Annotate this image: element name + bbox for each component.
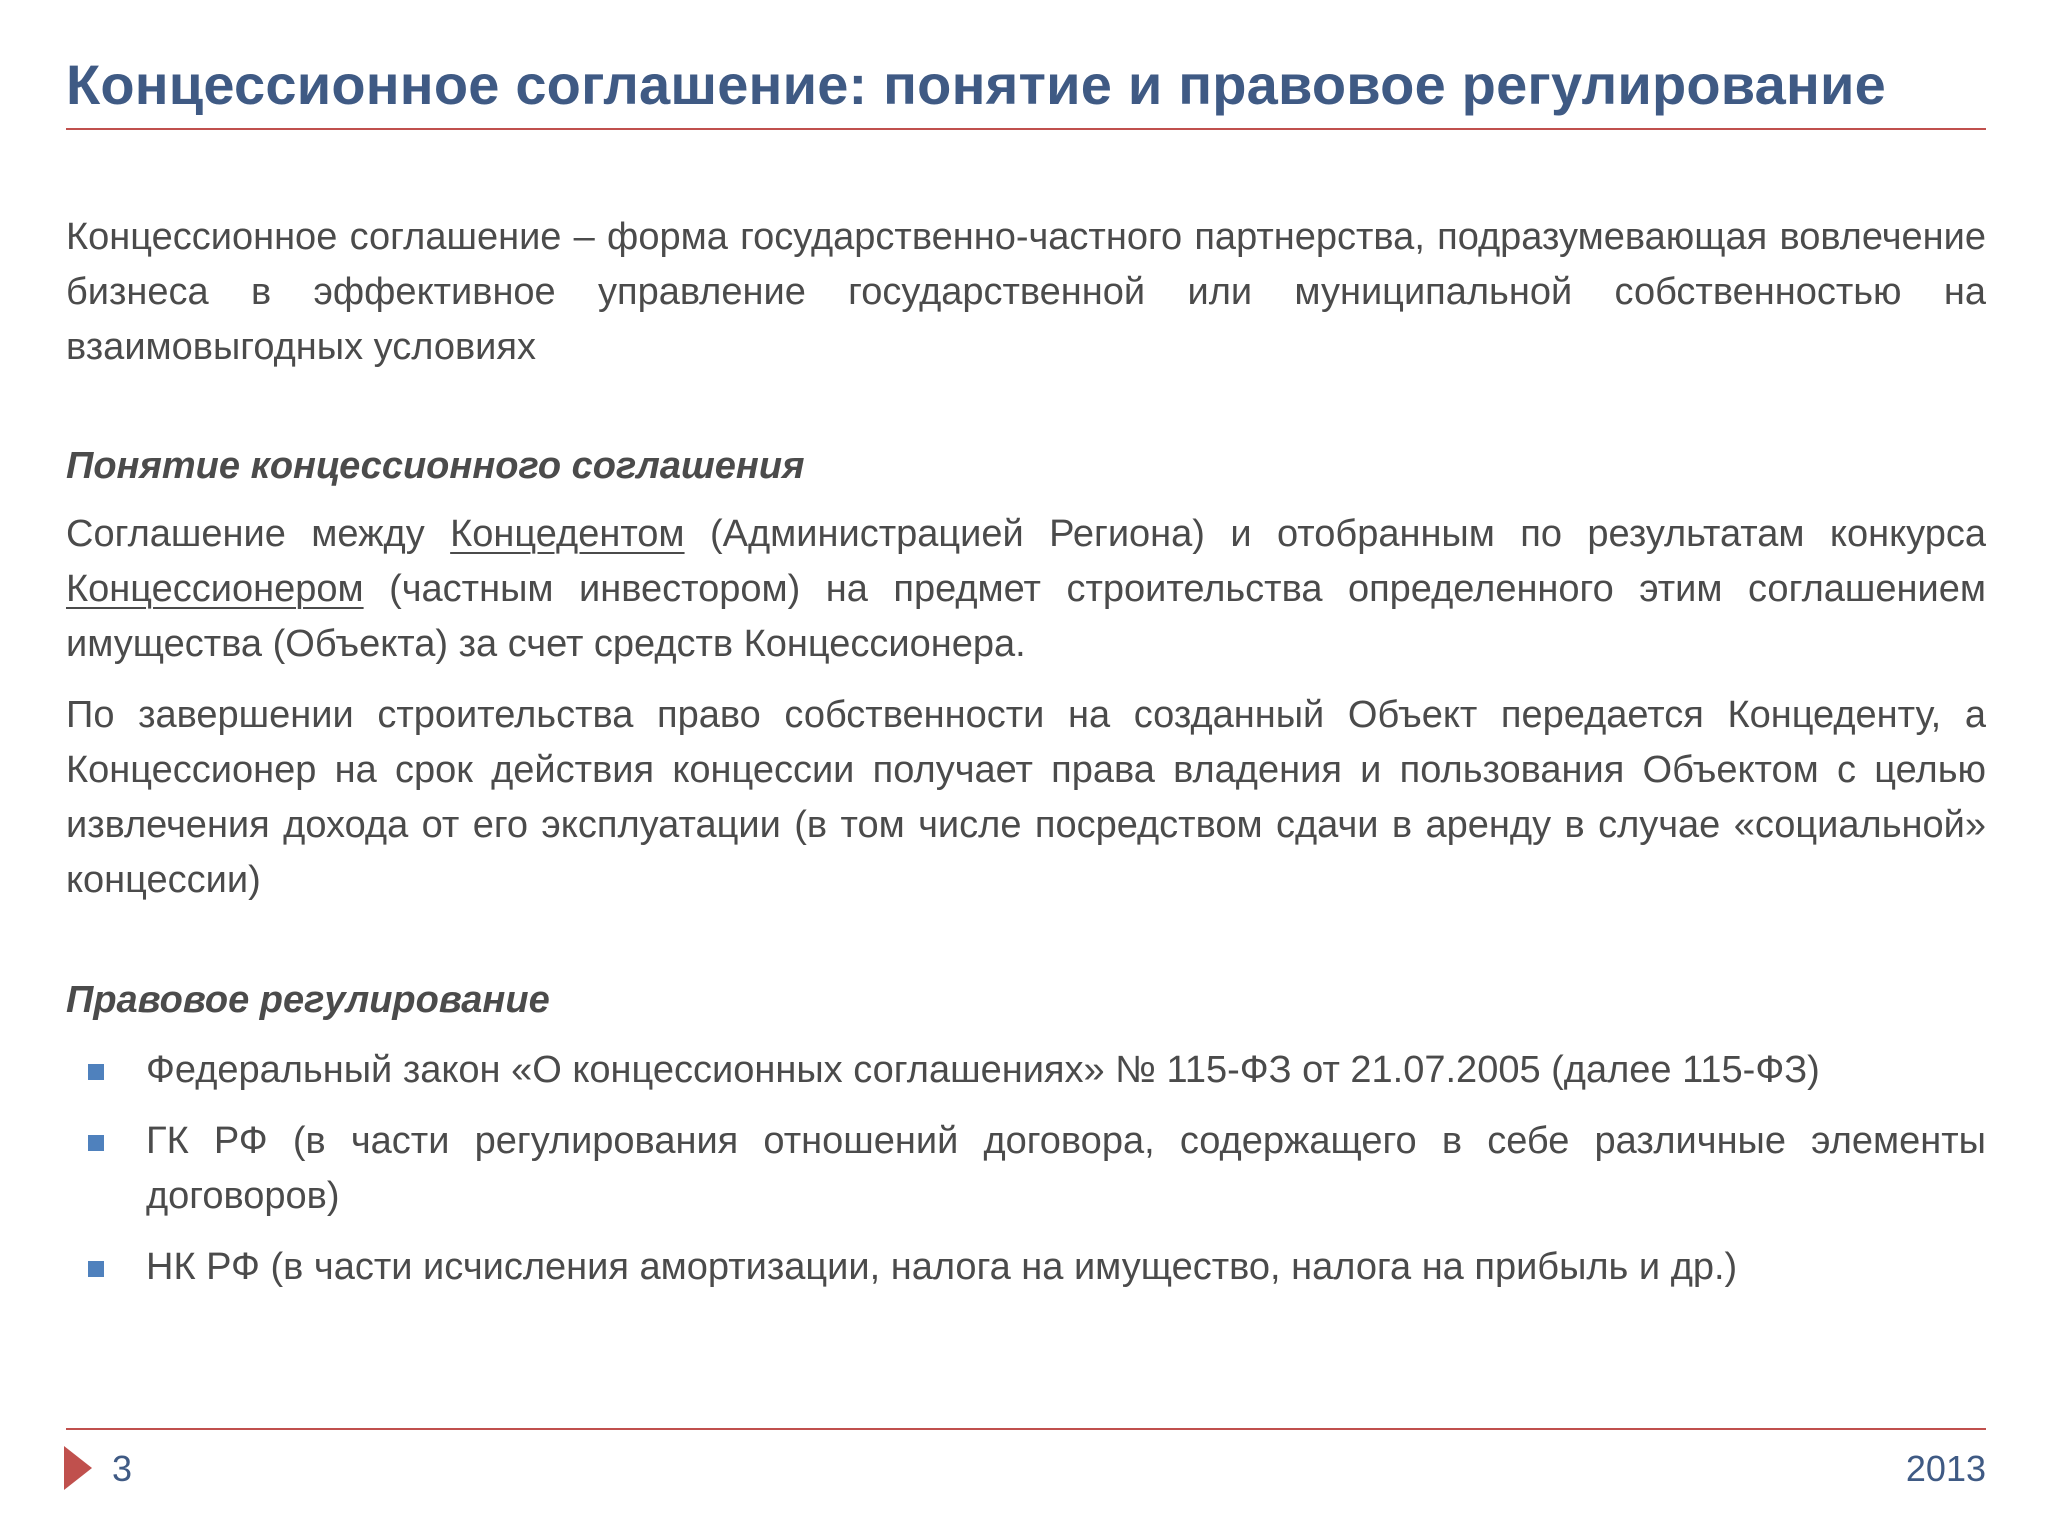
footer-year: 2013	[1905, 1448, 1986, 1489]
triangle-arrow-icon	[64, 1446, 92, 1490]
list-item-text: Федеральный закон «О концессионных соглашениях» № 115-ФЗ от 21.07.2005 (далее 115-ФЗ)	[146, 1049, 1820, 1091]
list-item-text: НК РФ (в части исчисления амортизации, налога на имущество, налога на прибыль и др.)	[146, 1246, 1738, 1288]
list-item	[66, 1240, 1986, 1295]
list-item-text: ГК РФ (в части регулирования отношений договора, содержащего в себе различные элементы договоров)	[146, 1120, 1986, 1217]
title-divider	[66, 128, 1986, 130]
slide-title: Концессионное соглашение: понятие и правовое регулирование	[66, 53, 1887, 116]
section-heading-legal: Правовое регулирование	[66, 979, 550, 1021]
concept-paragraph-1	[66, 507, 1986, 672]
square-bullet-icon	[88, 1064, 104, 1080]
section-heading-concept: Понятие концессионного соглашения	[66, 445, 805, 487]
concedent-term: Концедентом	[450, 513, 685, 555]
list-item	[66, 1114, 1986, 1224]
square-bullet-icon	[88, 1261, 104, 1277]
concessionaire-term: Концессионером	[66, 568, 364, 610]
page-number: 3	[112, 1448, 133, 1489]
legal-list	[66, 1043, 1986, 1295]
intro-paragraph: Концессионное соглашение – форма государственно-частного партнерства, подразумевающая вовлечение бизнеса в эффективное управление государственной или муниципальной собственностью на взаимовыгодных условиях	[66, 216, 1986, 368]
list-item	[66, 1043, 1986, 1098]
concept-text-part-2: (Администрацией Региона) и отобранным по результатам конкурса	[684, 513, 1986, 555]
concept-paragraph-2: По завершении строительства право собственности на созданный Объект передается Концеденту, а Концессионер на срок действия концессии получает права владения и пользования Объектом с целью извлечения дохода от его эксплуатации (в том числе посредством сдачи в аренду в случае «социальной» концессии)	[66, 694, 1986, 901]
footer-divider	[66, 1428, 1986, 1430]
concept-text-part-1: Соглашение между	[66, 513, 451, 555]
square-bullet-icon	[88, 1135, 104, 1151]
concept-text-part-3: (частным инвестором) на предмет строительства определенного этим соглашением имущества (Объекта) за счет средств Концессионера.	[66, 568, 1986, 665]
slide-content	[66, 210, 1986, 1295]
